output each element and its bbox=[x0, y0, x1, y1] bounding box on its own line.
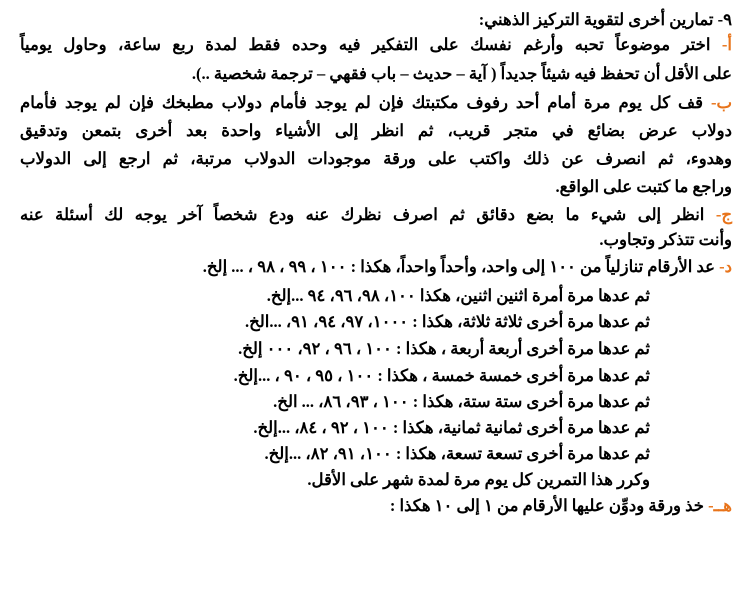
section-d-line-6: ثم عدها مرة أخرى ستة ستة، هكذا : ١٠٠ ، ٩٣، ٨٦، ... الخ. bbox=[273, 392, 650, 411]
section-d-line-2: ثم عدها مرة أمرة اثنين اثنين، هكذا ١٠٠، ٩٨، ٩٦، ٩٤ ...إلخ. bbox=[266, 286, 650, 305]
section-c-line-2: وأنت تتذكر وتجاوب. bbox=[599, 230, 732, 249]
section-b-label: ب- bbox=[710, 93, 732, 112]
section-d-line-5: ثم عدها مرة أخرى خمسة خمسة ، هكذا : ١٠٠ ، ٩٥ ، ٩٠ ، ...إلخ. bbox=[233, 366, 650, 385]
section-d-line-4: ثم عدها مرة أخرى أربعة أربعة ، هكذا : ١٠٠ ، ٩٦ ، ٩٢، ٠٠٠ إلخ. bbox=[238, 339, 650, 358]
section-c-label: ج- bbox=[715, 205, 732, 224]
section-c-line-1: ج- انظر إلى شيء ما بضع دقائق ثم اصرف نظرك عنه ودع شخصاً آخر يوجه لك أسئلة عنه bbox=[20, 205, 732, 224]
section-b-line-1: ب- قف كل يوم مرة أمام أحد رفوف مكتبتك فإن لم يوجد فأمام دولاب مطبخك فإن لم يوجد فأمام bbox=[20, 93, 732, 112]
section-d-line-7: ثم عدها مرة أخرى ثمانية ثمانية، هكذا : ١٠٠ ، ٩٢ ، ٨٤، ...إلخ. bbox=[253, 418, 650, 437]
section-e-label: هــ- bbox=[708, 496, 732, 515]
section-e-line-1: هــ- خذ ورقة ودوِّن عليها الأرقام من ١ إلى ١٠ هكذا : bbox=[389, 496, 732, 515]
section-a-label: أ- bbox=[721, 35, 732, 54]
section-d-line-3: ثم عدها مرة أخرى ثلاثة ثلاثة، هكذا : ١٠٠٠، ٩٧، ٩٤، ٩١، ...الخ. bbox=[244, 312, 650, 331]
section-b-line-4: وراجع ما كتبت على الواقع. bbox=[555, 177, 732, 196]
section-a-line-2: على الأقل أن تحفظ فيه شيئاً جديداً ( آية – حديث – باب فقهي – ترجمة شخصية ..). bbox=[191, 64, 732, 83]
section-b-line-2: دولاب عرض بضائع في متجر قريب، ثم انظر إلى الأشياء واحدة بعد أخرى بتمعن وتدقيق bbox=[20, 121, 732, 140]
section-d-line-1: د- عد الأرقام تنازلياً من ١٠٠ إلى واحد، وأحداً واحداً، هكذا : ١٠٠ ، ٩٩ ، ٩٨ ، ... إلخ. bbox=[202, 257, 732, 276]
section-a-line-1: أ- اختر موضوعاً تحبه وأرغم نفسك على التفكير فيه وحده فقط لمدة ربع ساعة، وحاول يومياً bbox=[20, 35, 732, 54]
section-b-line-3: وهدوء، ثم انصرف عن ذلك واكتب على ورقة موجودات الدولاب مرتبة، ثم ارجع إلى الدولاب bbox=[20, 149, 732, 168]
section-d-line-9: وكرر هذا التمرين كل يوم مرة لمدة شهر على الأقل. bbox=[307, 470, 650, 489]
section-d-line-8: ثم عدها مرة أخرى تسعة تسعة، هكذا : ١٠٠، ٩١، ٨٢، ...إلخ. bbox=[264, 444, 650, 463]
section-d-label: د- bbox=[719, 257, 732, 276]
exercise-title: ٩- تمارين أخرى لتقوية التركيز الذهني: bbox=[478, 10, 732, 29]
